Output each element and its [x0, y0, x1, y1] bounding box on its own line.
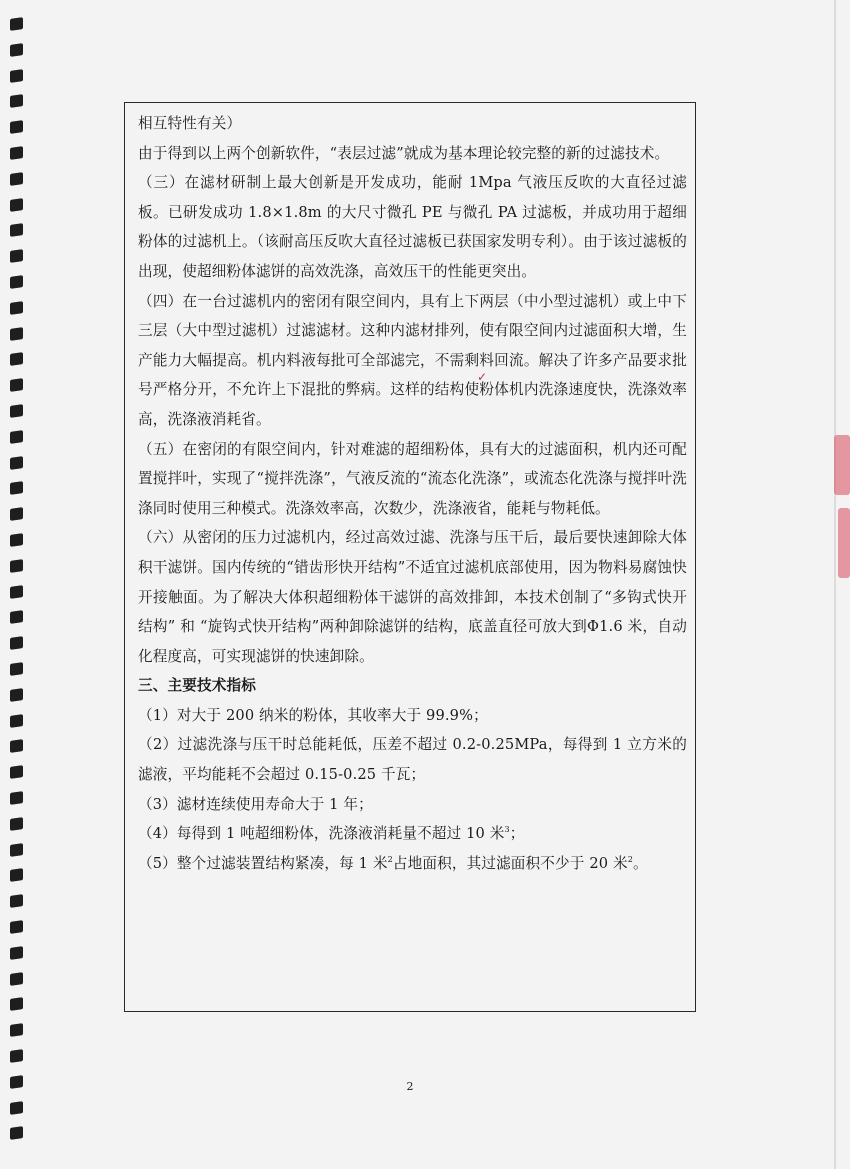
binding-hole [10, 972, 23, 986]
binding-hole [10, 714, 23, 728]
binding-hole [10, 868, 23, 882]
binding-hole [10, 223, 23, 237]
binding-hole [10, 507, 23, 521]
ink-check-mark: ✓ [477, 370, 488, 384]
indicator-5-superscript-2: 2 [627, 854, 633, 864]
binding-hole [10, 765, 23, 779]
binding-hole [10, 894, 23, 908]
binding-hole [10, 997, 23, 1011]
indicator-3: （3）滤材连续使用寿命大于 1 年； [138, 795, 373, 813]
indicator-5-superscript-1: 2 [387, 854, 393, 864]
binding-hole [10, 791, 23, 805]
content-box [124, 102, 696, 1012]
red-seal-stamp-lower [838, 508, 850, 578]
red-seal-stamp [834, 435, 850, 495]
binding-hole [10, 17, 23, 31]
indicator-5-text-b: 占地面积，其过滤面积不少于 20 米 [392, 854, 628, 872]
binding-hole [10, 920, 23, 934]
binding-hole [10, 946, 23, 960]
paragraph-continuation: 相互特性有关） [138, 115, 242, 132]
binding-hole [10, 430, 23, 444]
binding-hole [10, 636, 23, 650]
binding-hole [10, 533, 23, 547]
binding-hole [10, 301, 23, 315]
indicator-5 [138, 849, 687, 879]
binding-hole [10, 275, 23, 289]
section-heading: 三、主要技术指标 [138, 677, 256, 695]
binding-hole [10, 249, 23, 263]
binding-hole [10, 559, 23, 573]
binding-hole [10, 1101, 23, 1115]
binding-hole [10, 843, 23, 857]
binding-hole [10, 610, 23, 624]
paragraph-innovation-3: （三）在滤材研制上最大创新是开发成功，能耐 1Mpa 气液压反吹的大直径过滤板。已研发成功 1.8×1.8m 的大尺寸微孔 PE 与微孔 PA 过滤板，并成功用于超细粉体的过滤机上。（该耐高压反吹大直径过滤板已获国家发明专利）。由于该过滤板的出现，使超细粉体滤饼的高效洗涤，高效压干的性能更突出。 [138, 174, 687, 280]
binding-hole [10, 456, 23, 470]
page-number: 2 [406, 1080, 414, 1093]
spiral-binding [0, 0, 30, 1169]
binding-hole [10, 94, 23, 108]
binding-hole [10, 327, 23, 341]
binding-hole [10, 378, 23, 392]
paragraph-innovation-4: （四）在一台过滤机内的密闭有限空间内，具有上下两层（中小型过滤机）或上中下三层（大中型过滤机）过滤滤材。这种内滤材排列，使有限空间内过滤面积大增，生产能力大幅提高。机内料液每批可全部滤完，不需剩料回流。解决了许多产品要求批号严格分开，不允许上下混批的弊病。这样的结构使粉体机内洗涤速度快，洗涤效率高，洗涤液消耗省。 [138, 292, 687, 428]
indicator-5-text-a: （5）整个过滤装置结构紧凑，每 1 米 [138, 854, 388, 872]
indicator-4-superscript: 3 [504, 825, 510, 835]
binding-hole [10, 1049, 23, 1063]
indicator-4-end: ； [509, 825, 525, 843]
binding-hole [10, 1023, 23, 1037]
indicator-1: （1）对大于 200 纳米的粉体，其收率大于 99.9%； [138, 706, 488, 724]
paragraph-surface-filtration: 由于得到以上两个创新软件，“表层过滤”就成为基本理论较完整的新的过滤技术。 [138, 144, 670, 162]
binding-hole [10, 585, 23, 599]
indicator-5-end: 。 [632, 854, 648, 872]
binding-hole [10, 739, 23, 753]
binding-hole [10, 404, 23, 418]
binding-hole [10, 198, 23, 212]
paragraph-innovation-5: （五）在密闭的有限空间内，针对难滤的超细粉体，具有大的过滤面积，机内还可配置搅拌叶，实现了“搅拌洗涤”，气液反流的“流态化洗涤”，或流态化洗涤与搅拌叶洗涤同时使用三种模式。洗涤效率高，次数少，洗涤液省，能耗与物耗低。 [138, 440, 687, 517]
binding-hole [10, 688, 23, 702]
binding-hole [10, 662, 23, 676]
binding-hole [10, 69, 23, 83]
binding-hole [10, 352, 23, 366]
indicator-4-text: （4）每得到 1 吨超细粉体，洗涤液消耗量不超过 10 米 [138, 825, 505, 843]
indicator-2: （2）过滤洗涤与压干时总能耗低，压差不超过 0.2-0.25MPa，每得到 1 立方米的滤液，平均能耗不会超过 0.15-0.25 千瓦； [138, 736, 687, 784]
binding-hole [10, 146, 23, 160]
indicator-4 [138, 819, 687, 849]
paragraph-innovation-6: （六）从密闭的压力过滤机内，经过高效过滤、洗涤与压干后，最后要快速卸除大体积干滤饼。国内传统的“错齿形快开结构”不适宜过滤机底部使用，因为物料易腐蚀快开接触面。为了解决大体积超细粉体干滤饼的高效排卸，本技术创制了“多钩式快开结构” 和 “旋钩式快开结构”两种卸除滤饼的结构，底盖直径可放大到Φ1.6 米，自动化程度高，可实现滤饼的快速卸除。 [138, 529, 687, 665]
page-edge [834, 0, 836, 1169]
binding-hole [10, 120, 23, 134]
binding-hole [10, 1126, 23, 1140]
binding-hole [10, 481, 23, 495]
binding-hole [10, 817, 23, 831]
binding-hole [10, 43, 23, 57]
binding-hole [10, 172, 23, 186]
